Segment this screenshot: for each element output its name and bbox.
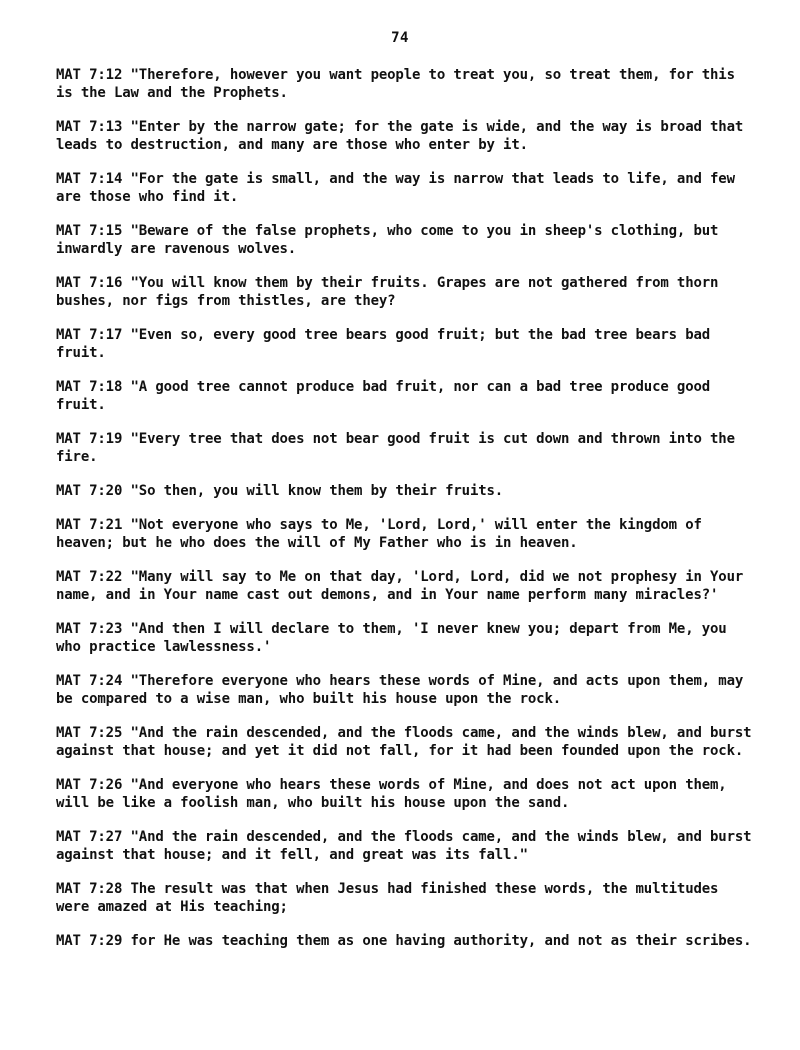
verse-text: "Enter by the narrow gate; for the gate is wide, and the way is broad that leads to destruction, and many are those who enter by it. bbox=[56, 119, 744, 153]
verse-paragraph bbox=[56, 482, 756, 500]
verse-paragraph bbox=[56, 430, 756, 466]
verse-paragraph bbox=[56, 170, 756, 206]
verse-text: "For the gate is small, and the way is narrow that leads to life, and few are those who find it. bbox=[56, 171, 735, 205]
verse-reference: MAT 7:29 bbox=[56, 933, 123, 949]
verse-reference: MAT 7:12 bbox=[56, 67, 123, 83]
verse-reference: MAT 7:16 bbox=[56, 275, 123, 291]
verse-paragraph bbox=[56, 672, 756, 708]
verse-reference: MAT 7:25 bbox=[56, 725, 123, 741]
verse-text: "A good tree cannot produce bad fruit, nor can a bad tree produce good fruit. bbox=[56, 379, 711, 413]
verse-reference: MAT 7:24 bbox=[56, 673, 123, 689]
verse-text: "And the rain descended, and the floods came, and the winds blew, and burst against that house; and it fell, and great was its fall." bbox=[56, 829, 752, 863]
verse-text: for He was teaching them as one having authority, and not as their scribes. bbox=[130, 933, 752, 949]
verse-reference: MAT 7:26 bbox=[56, 777, 123, 793]
verse-paragraph bbox=[56, 776, 756, 812]
verse-text: "So then, you will know them by their fruits. bbox=[130, 483, 504, 499]
verse-paragraph bbox=[56, 326, 756, 362]
verse-reference: MAT 7:20 bbox=[56, 483, 123, 499]
verse-reference: MAT 7:22 bbox=[56, 569, 123, 585]
verse-text: "And the rain descended, and the floods came, and the winds blew, and burst against that house; and yet it did not fall, for it had been founded upon the rock. bbox=[56, 725, 752, 759]
verse-text: "And everyone who hears these words of Mine, and does not act upon them, will be like a foolish man, who built his house upon the sand. bbox=[56, 777, 727, 811]
verse-paragraph bbox=[56, 516, 756, 552]
verse-paragraph bbox=[56, 118, 756, 154]
verse-paragraph bbox=[56, 932, 756, 950]
verse-reference: MAT 7:15 bbox=[56, 223, 123, 239]
verse-reference: MAT 7:19 bbox=[56, 431, 123, 447]
verse-paragraph bbox=[56, 568, 756, 604]
verse-reference: MAT 7:18 bbox=[56, 379, 123, 395]
verse-text: "Every tree that does not bear good fruit is cut down and thrown into the fire. bbox=[56, 431, 735, 465]
verse-reference: MAT 7:17 bbox=[56, 327, 123, 343]
verse-list bbox=[56, 66, 756, 966]
verse-reference: MAT 7:27 bbox=[56, 829, 123, 845]
verse-text: The result was that when Jesus had finished these words, the multitudes were amazed at His teaching; bbox=[56, 881, 719, 915]
verse-text: "You will know them by their fruits. Grapes are not gathered from thorn bushes, nor figs from thistles, are they? bbox=[56, 275, 719, 309]
verse-reference: MAT 7:21 bbox=[56, 517, 123, 533]
verse-paragraph bbox=[56, 378, 756, 414]
verse-paragraph bbox=[56, 880, 756, 916]
verse-text: "Not everyone who says to Me, 'Lord, Lord,' will enter the kingdom of heaven; but he who does the will of My Father who is in heaven. bbox=[56, 517, 702, 551]
verse-text: "Even so, every good tree bears good fruit; but the bad tree bears bad fruit. bbox=[56, 327, 711, 361]
verse-text: "Many will say to Me on that day, 'Lord, Lord, did we not prophesy in Your name, and in Your name cast out demons, and in Your name perform many miracles?' bbox=[56, 569, 744, 603]
verse-reference: MAT 7:28 bbox=[56, 881, 123, 897]
verse-paragraph bbox=[56, 828, 756, 864]
verse-paragraph bbox=[56, 620, 756, 656]
verse-reference: MAT 7:14 bbox=[56, 171, 123, 187]
verse-paragraph bbox=[56, 222, 756, 258]
verse-reference: MAT 7:13 bbox=[56, 119, 123, 135]
verse-reference: MAT 7:23 bbox=[56, 621, 123, 637]
verse-text: "Therefore everyone who hears these words of Mine, and acts upon them, may be compared to a wise man, who built his house upon the rock. bbox=[56, 673, 744, 707]
verse-text: "Beware of the false prophets, who come to you in sheep's clothing, but inwardly are ravenous wolves. bbox=[56, 223, 719, 257]
verse-paragraph bbox=[56, 724, 756, 760]
verse-paragraph bbox=[56, 66, 756, 102]
verse-paragraph bbox=[56, 274, 756, 310]
verse-text: "Therefore, however you want people to treat you, so treat them, for this is the Law and the Prophets. bbox=[56, 67, 735, 101]
page-number: 74 bbox=[391, 30, 409, 46]
verse-text: "And then I will declare to them, 'I never knew you; depart from Me, you who practice lawlessness.' bbox=[56, 621, 727, 655]
